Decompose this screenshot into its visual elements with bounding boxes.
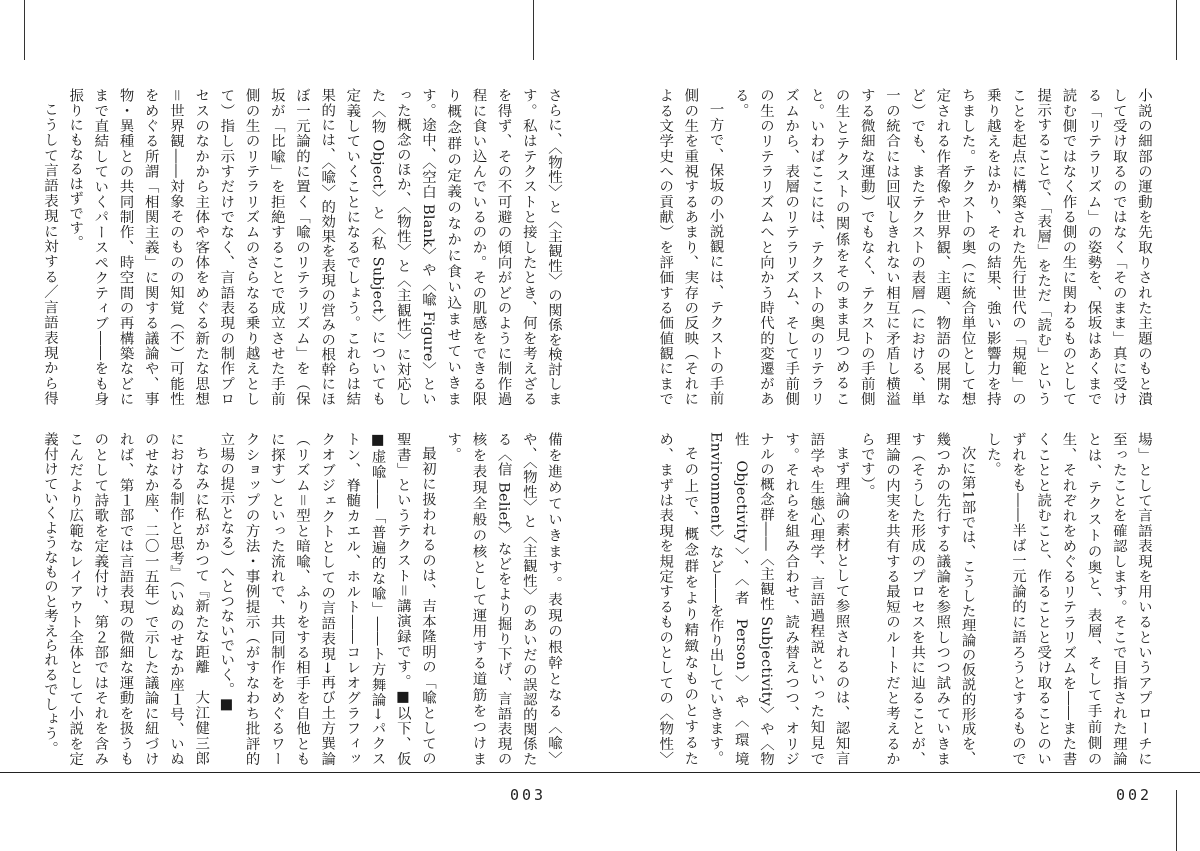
paragraph: [36, 432, 37, 766]
paragraph: その上で、概念群をより精緻なものとするため、まずは表現を規定するものとしての〈物性〉: [657, 432, 699, 766]
left-page-lower-text-block: [36, 432, 566, 766]
left-page-number: 003: [510, 786, 547, 804]
crop-mark-top-center: [533, 0, 534, 60]
crop-mark-top-right: [1176, 0, 1177, 60]
left-page-footer-rule: [0, 772, 600, 773]
paragraph: 一方で、保坂の小説観には、テクストの手前側の生を重視するあまり、実存の反映（それによる文学史への貢献）を評価する価値観にまで: [657, 88, 724, 406]
paragraph: 備を進めていきます。表現の根幹となる〈喩〉や、〈物性〉と〈主観性〉のあいだの誤認的関係たる〈信 Belief〉などをより掘り下げ、言語表現の核を表現全般の核として運用する道筋をつけます。: [445, 432, 562, 766]
right-page-number: 002: [1116, 786, 1153, 804]
right-page-upper-text-block: [656, 88, 1156, 406]
paragraph: こうして言語表現に対する／言語表現から得: [41, 102, 58, 406]
right-page-footer-rule: [600, 772, 1200, 773]
right-page-lower-text-block: [656, 432, 1156, 766]
paragraph: ちなみに私がかつて『新たな距離 大江健三郎における制作と思考』（いぬのせなか座１号、いぬのせなか座、二〇一五年）で示した議論に紐づければ、第１部では言語表現の微細な運動を扱うものとして詩歌を定義付け、第２部ではそれを含みこんだより広範なレイアウト全体として小説を定義付けていくようなものと考えられるでしょう。: [41, 432, 210, 766]
paragraph: 小説の細部の運動を先取りされた主題のもと潰して受け取るのではなく「そのまま」真に受ける「リテラリズム」の姿勢を、保坂はあくまで読む側ではなく作る側の生に関わるものとして提示することで、「表層」をただ「読む」ということを起点に構築された先行世代の「規範」の乗り越えをはかり、その結果、強い影響力を持ちました。テクストの奥（に統合単位として想定される作者像や世界観、主題、物語の展開など）でも、またテクストの表層（における、単一の統合には回収しきれない相互に矛盾し横溢する微細な運動）でもなく、テクストの手前側の生とテクストの関係をそのまま見つめること。いわばここには、テクストの奥のリテラリズムから、表層のリテラリズム、そして手前側の生のリテラリズムへと向かう時代的変遷がある。: [732, 88, 1152, 406]
crop-mark-top-left: [24, 0, 25, 60]
paragraph: さらに、〈物性〉と〈主観性〉の関係を検討します。私はテクストと接したとき、何を考えざるを得ず、その不可避の傾向がどのように制作過程に食い込んでいるのか。その肌感をできる限り概念群の定義のなかに食い込ませていきます。途中、〈空白 Blank〉や〈喩 Figure〉といった概念のほか、〈物性〉と〈主観性〉に対応した〈物 Object〉と〈私 Subject〉についても定義していくことになるでしょう。これらは結果的には、〈喩〉的効果を表現の営みの根幹にほぼ一元論的に置く「喩のリテラリズム」を（保坂が「比喩」を拒絶することで成立させた手前側の生のリテラリズムのさらなる乗り越えとして）指し示すだけでなく、言語表現の制作プロセスのなかから主体や客体をめぐる新たな思想＝世界観――対象そのものの知覚（不）可能性をめぐる所謂「相関主義」に関する議論や、事物・異種との共同制作、時空間の再構築などにまで直結していくパースペクティブ――をも身振りにもなるはずです。: [67, 88, 562, 406]
paragraph: まず理論の素材として参照されるのは、認知言語学や生態心理学、言語過程説といった知見です。それらを組み合わせ、読み替えつつ、オリジナルの概念群――〈主観性 Subjectivity〉や〈物性 Objectivity〉、〈者 Person〉や〈環境 Environment〉など――を作り出していきます。: [707, 432, 850, 766]
paragraph: 次に第1部では、こうした理論の仮説的形成を、幾つかの先行する議論を参照しつつ試みていきます（そうした形成のプロセスを共に辿ることが、理論の内実を共有する最短のルートだと考えるからです）。: [858, 432, 976, 766]
paragraph: 場」として言語表現を用いるというアプローチに至ったことを確認します。そこで目指された理論とは、テクストの奥と、表層、そして手前側の生、それぞれをめぐるリテラリズムを――また書くことと読むこと、作ることと受け取ることのいずれをも――半ば一元論的に語ろうとするものでした。: [984, 432, 1152, 766]
left-page-upper-text-block: [36, 88, 566, 406]
right-page: [600, 0, 1200, 851]
paragraph: 最初に扱われるのは、吉本隆明の「喩としての聖書」というテクスト＝講演録です。■以下、仮■虚喩――「普遍的な喩」――ト方舞論→パクストン、脊髄カエル、ホルト――コレオグラフィックオブジェクトとしての言語表現→再び土方巽論（リズム＝型と暗喩、ふりをする相手を自他ともに探す）といった流れで、共同制作をめぐるワークショップの方法・事例提示（がすなわち批評的立場の提示となる）へとつないでいく。■: [218, 432, 436, 766]
crop-mark-bottom-right: [1176, 790, 1177, 851]
